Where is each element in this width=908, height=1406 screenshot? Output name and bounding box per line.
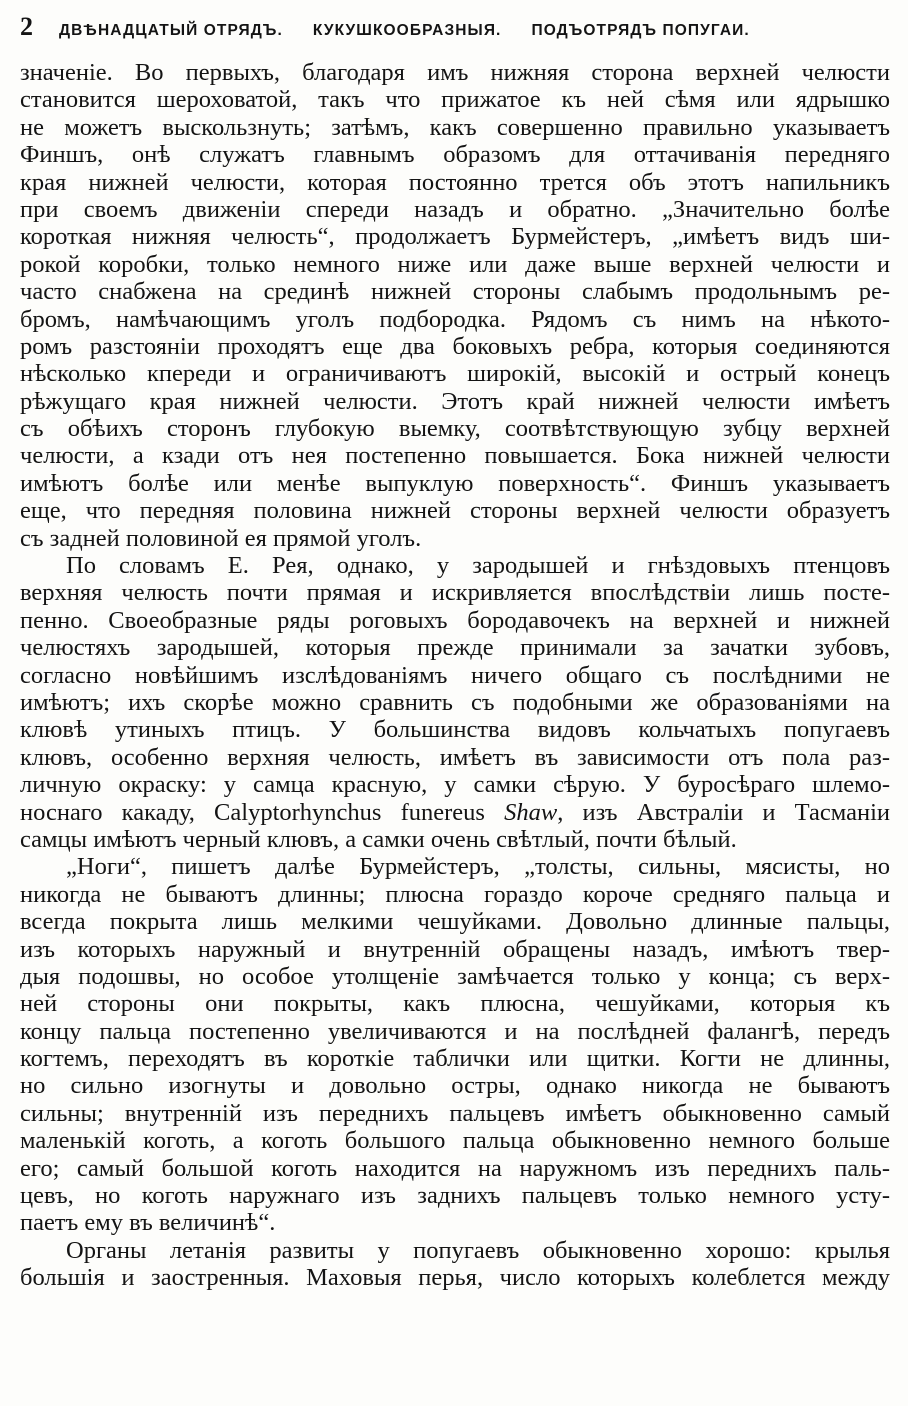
body-text: [20, 59, 890, 1292]
text-line: имѣютъ болѣе или менѣе выпуклую поверхность“. Финшъ указываетъ: [20, 469, 890, 497]
text-line: короткая нижняя челюсть“, продолжаетъ Бурмейстеръ, „имѣетъ видъ ши-: [20, 223, 890, 251]
text-line: Финшъ, онѣ служатъ главнымъ образомъ для оттачиванiя передняго: [20, 141, 890, 169]
paragraph-start-line: „Ноги“, пишетъ далѣе Бурмейстеръ, „толсты, сильны, мясисты, но: [66, 853, 890, 881]
text-line: личную окраску: у самца красную, у самки сѣрую. У буросѣраго шлемо-: [20, 771, 890, 799]
text-line: съ обѣихъ сторонъ глубокую выемку, соотвѣтствующую зубцу верхней: [20, 415, 890, 443]
text-line: всегда покрыта лишь мелкими чешуйками. Довольно длинные пальцы,: [20, 908, 890, 936]
text-line: челюсти, а кзади отъ нея постепенно повышается. Бока нижней челюсти: [20, 442, 890, 470]
text-line: становится шероховатой, такъ что прижатое къ ней сѣмя или ядрышко: [20, 86, 890, 114]
header-suborder: ПОДЪОТРЯДЪ ПОПУГАИ.: [531, 22, 750, 39]
text-line: согласно новѣйшимъ изслѣдованiямъ ничего общаго съ послѣдними не: [20, 661, 890, 689]
text-line: когтемъ, переходятъ въ короткiе таблички или щитки. Когти не длинны,: [20, 1045, 890, 1073]
text-line: большiя и заостренныя. Маховыя перья, число которыхъ колеблется между: [20, 1264, 890, 1292]
paragraph-end-line: съ задней половиной ея прямой уголъ.: [20, 524, 422, 552]
text-line: клювъ, особенно верхняя челюсть, имѣетъ въ зависимости отъ пола раз-: [20, 743, 890, 771]
text-line: бромъ, намѣчающимъ уголъ подбородка. Рядомъ съ нимъ на нѣкото-: [20, 305, 890, 333]
text-line: значенiе. Во первыхъ, благодаря имъ нижняя сторона верхней челюсти: [20, 59, 890, 86]
text-line: часто снабжена на срединѣ нижней стороны слабымъ продольнымъ ре-: [20, 278, 890, 306]
text-line: ней стороны они покрыты, какъ плюсна, чешуйками, которыя къ: [20, 990, 890, 1018]
text-line: челюстяхъ зародышей, которыя прежде принимали за зачатки зубовъ,: [20, 634, 890, 662]
running-header: [20, 12, 890, 48]
page-number: 2: [20, 12, 33, 41]
text-line: не можетъ выскользнуть; затѣмъ, какъ совершенно правильно указываетъ: [20, 113, 890, 141]
text-line: цевъ, но коготь наружнаго изъ заднихъ пальцевъ только немного усту-: [20, 1182, 890, 1210]
text-line: пенно. Своеобразные ряды роговыхъ бородавочекъ на верхней и нижней: [20, 606, 890, 634]
text-line: изъ которыхъ наружный и внутреннiй обращены назадъ, имѣютъ твер-: [20, 935, 890, 963]
text-line: края нижней челюсти, которая постоянно трется объ этотъ напильникъ: [20, 168, 890, 196]
header-order: ДВѢНАДЦАТЫЙ ОТРЯДЪ.: [59, 22, 283, 39]
text-line: при своемъ движенiи спереди назадъ и обратно. „Значительно болѣе: [20, 195, 890, 223]
paragraph-start-line: Органы летанiя развиты у попугаевъ обыкновенно хорошо: крылья: [66, 1236, 890, 1264]
species-author: Shaw: [504, 798, 558, 826]
text-line: никогда не бываютъ длинны; плюсна гораздо короче средняго пальца и: [20, 880, 890, 908]
species-text-rest: , изъ Австралiи и Тасманiи: [557, 798, 890, 826]
text-line: ромъ разстоянiи проходятъ еще два боковыхъ ребра, которыя соединяются: [20, 332, 890, 360]
text-line: рѣжущаго края нижней челюсти. Этотъ край нижней челюсти имѣетъ: [20, 387, 890, 415]
species-text: носнаго какаду, Calyptorhynchus funereus: [20, 798, 485, 826]
text-line: рокой коробки, только немного ниже или даже выше верхней челюсти и: [20, 250, 890, 278]
text-line: концу пальца постепенно увеличиваются и на послѣдней фалангѣ, передъ: [20, 1017, 890, 1045]
text-line: еще, что передняя половина нижней стороны верхней челюсти образуетъ: [20, 497, 890, 525]
text-line: клювѣ утиныхъ птицъ. У большинства видовъ кольчатыхъ попугаевъ: [20, 716, 890, 744]
text-line: сильны; внутреннiй изъ переднихъ пальцевъ имѣетъ обыкновенно самый: [20, 1099, 890, 1127]
text-line: имѣютъ; ихъ скорѣе можно сравнить съ подобными же образованiями на: [20, 688, 890, 716]
text-line-species: [20, 799, 890, 826]
text-line: маленькiй коготь, а коготь большого пальца обыкновенно немного больше: [20, 1127, 890, 1155]
paragraph-end-line: паетъ ему въ величинѣ“.: [20, 1209, 276, 1237]
text-line: нѣсколько кпереди и ограничиваютъ широкiй, высокiй и острый конецъ: [20, 360, 890, 388]
paragraph-end-line: самцы имѣютъ черный клювъ, а самки очень свѣтлый, почти бѣлый.: [20, 825, 737, 853]
text-line: его; самый большой коготь находится на наружномъ изъ переднихъ паль-: [20, 1154, 890, 1182]
header-family: КУКУШКООБРАЗНЫЯ.: [312, 22, 502, 39]
text-line: дыя подошвы, но особое утолщенiе замѣчается только у конца; съ верх-: [20, 962, 890, 990]
text-line: но сильно изогнуты и довольно остры, однако никогда не бываютъ: [20, 1072, 890, 1100]
paragraph-start-line: По словамъ Е. Рея, однако, у зародышей и гнѣздовыхъ птенцовъ: [66, 552, 890, 580]
text-line: верхняя челюсть почти прямая и искривляется впослѣдствiи лишь посте-: [20, 579, 890, 607]
